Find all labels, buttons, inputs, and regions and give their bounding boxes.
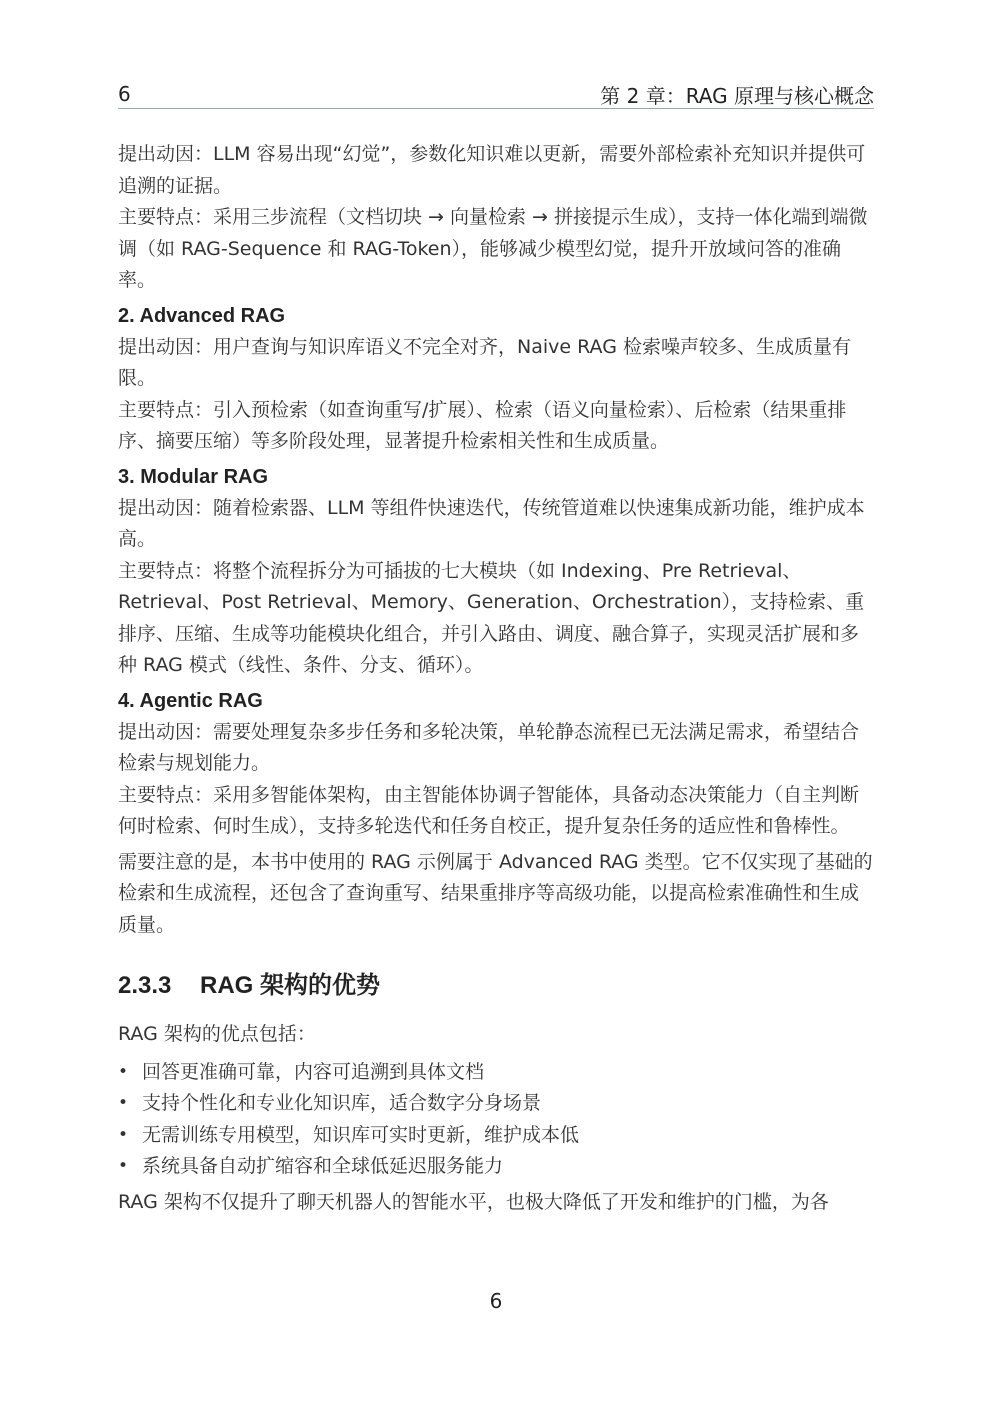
advantages-list — [118, 1057, 874, 1183]
advanced-rag-features: 主要特点：引入预检索（如查询重写/扩展）、检索（语义向量检索）、后检索（结果重排序、摘要压缩）等多阶段处理，显著提升检索相关性和生成质量。 — [118, 398, 847, 452]
subsection-lead: RAG 架构的优点包括： — [118, 1023, 316, 1045]
subsection-number: 2.3.3 — [118, 972, 172, 999]
list-item-text: 无需训练专用模型，知识库可实时更新，维护成本低 — [142, 1123, 580, 1146]
section-heading-advanced-rag: 2. Advanced RAG — [118, 304, 286, 327]
header-chapter-title: 第 2 章：RAG 原理与核心概念 — [600, 84, 874, 108]
modular-rag-features: 主要特点：将整个流程拆分为可插拔的七大模块（如 Indexing、Pre Retrieval、Retrieval、Post Retrieval、Memory、Generation、Orchestration），支持检索、重排序、压缩、生成等功能模块化组合，并引入路由、调度、融合算子，实现灵活扩展和多种 RAG 模式（线性、条件、分支、循环）。 — [118, 559, 865, 676]
page-body — [118, 139, 874, 1218]
header-page-number: 6 — [118, 82, 131, 106]
intro-motivation: 提出动因：LLM 容易出现“幻觉”，参数化知识难以更新，需要外部检索补充知识并提供可追溯的证据。 — [118, 143, 866, 197]
running-header — [118, 80, 874, 109]
agentic-rag-motivation: 提出动因：需要处理复杂多步任务和多轮决策，单轮静态流程已无法满足需求，希望结合检索与规划能力。 — [118, 720, 860, 774]
subsection-heading — [118, 971, 874, 1001]
list-item-text: 支持个性化和专业化知识库，适合数字分身场景 — [142, 1092, 542, 1114]
subsection-title: RAG 架构的优势 — [200, 972, 380, 999]
note-paragraph: 需要注意的是，本书中使用的 RAG 示例属于 Advanced RAG 类型。它不仅实现了基础的检索和生成流程，还包含了查询重写、结果重排序等高级功能，以提高检索准确性和生成质量。 — [118, 850, 873, 936]
section-heading-modular-rag: 3. Modular RAG — [118, 465, 269, 488]
list-item — [118, 1088, 874, 1120]
section-heading-agentic-rag: 4. Agentic RAG — [118, 689, 263, 712]
list-item — [118, 1120, 874, 1152]
list-item-text: 系统具备自动扩缩容和全球低延迟服务能力 — [142, 1155, 504, 1177]
closing-paragraph: RAG 架构不仅提升了聊天机器人的智能水平，也极大降低了开发和维护的门槛，为各 — [118, 1190, 829, 1213]
advanced-rag-motivation: 提出动因：用户查询与知识库语义不完全对齐，Naive RAG 检索噪声较多、生成质量有限。 — [118, 335, 851, 389]
bullet-icon: • — [118, 1061, 129, 1082]
bullet-icon: • — [118, 1093, 129, 1113]
modular-rag-motivation: 提出动因：随着检索器、LLM 等组件快速迭代，传统管道难以快速集成新功能，维护成本高。 — [118, 496, 865, 550]
list-item — [118, 1151, 874, 1183]
footer-page-number: 6 — [489, 1289, 503, 1313]
bullet-icon: • — [118, 1124, 129, 1145]
agentic-rag-features: 主要特点：采用多智能体架构，由主智能体协调子智能体，具备动态决策能力（自主判断何时检索、何时生成），支持多轮迭代和任务自校正，提升复杂任务的适应性和鲁棒性。 — [118, 783, 860, 837]
bullet-icon: • — [118, 1156, 129, 1176]
list-item-text: 回答更准确可靠，内容可追溯到具体文档 — [142, 1060, 485, 1083]
intro-features: 主要特点：采用三步流程（文档切块 → 向量检索 → 拼接提示生成），支持一体化端到端微调（如 RAG-Sequence 和 RAG-Token），能够减少模型幻觉，提升开放域问答的准确率。 — [118, 206, 868, 291]
list-item — [118, 1057, 874, 1089]
